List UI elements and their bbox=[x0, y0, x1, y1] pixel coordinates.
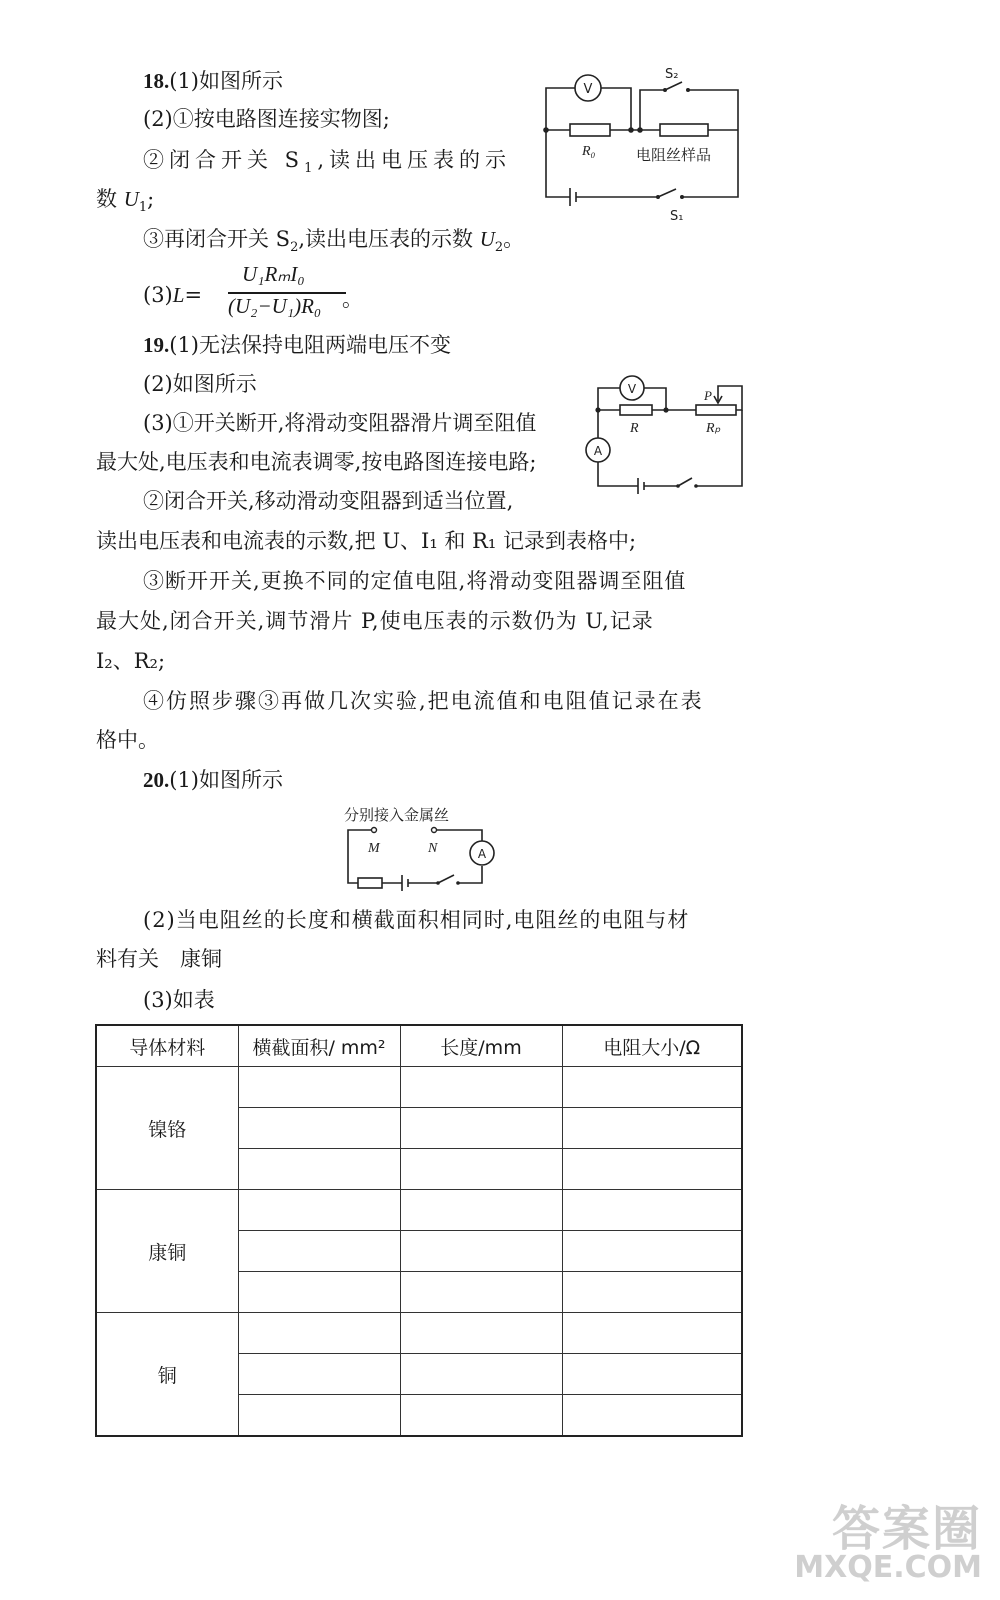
q19-line3: (3)①开关断开,将滑动变阻器滑片调至阻值 bbox=[143, 411, 537, 435]
table-cell bbox=[238, 1231, 400, 1272]
q18-line6: (3)L= bbox=[143, 283, 203, 307]
table-cell bbox=[562, 1354, 742, 1395]
q19-number: 19. bbox=[143, 333, 170, 357]
q18-text: ③再闭合开关 S bbox=[143, 227, 291, 251]
table-cell bbox=[400, 1354, 562, 1395]
table-row bbox=[96, 1067, 742, 1108]
table-cell bbox=[400, 1395, 562, 1437]
table-cell bbox=[562, 1395, 742, 1437]
q18-formula bbox=[228, 262, 358, 322]
table-row bbox=[96, 1190, 742, 1231]
header-area: 横截面积/ mm² bbox=[238, 1025, 400, 1067]
results-table bbox=[95, 1024, 743, 1437]
table-cell bbox=[238, 1272, 400, 1313]
material-cell: 镍铬 bbox=[96, 1067, 238, 1190]
q19-line1 bbox=[143, 330, 451, 360]
table-cell bbox=[238, 1190, 400, 1231]
q20-line1 bbox=[143, 765, 283, 795]
q19-line9: I₂、R₂; bbox=[96, 649, 166, 673]
rp-label: Rₚ bbox=[706, 421, 721, 436]
q18-line5: ③再闭合开关 $S_2$,读出电压表的示数 $U_2$。 bbox=[143, 227, 525, 256]
r0-label: R₀ bbox=[582, 144, 596, 159]
q18-period: 。 bbox=[342, 287, 363, 311]
watermark-logo: 答案圈 bbox=[831, 1501, 982, 1557]
voltmeter-label: V bbox=[583, 82, 593, 97]
q20-number: 20. bbox=[143, 768, 170, 792]
header-material: 导体材料 bbox=[96, 1025, 238, 1067]
q19-line6: 读出电压表和电流表的示数,把 U、I₁ 和 R₁ 记录到表格中; bbox=[96, 529, 637, 553]
table-cell bbox=[562, 1272, 742, 1313]
ammeter-label: A bbox=[593, 444, 603, 458]
q18-text: ; bbox=[147, 187, 155, 211]
q19-line7: ③断开开关,更换不同的定值电阻,将滑动变阻器调至阻值 bbox=[143, 569, 687, 593]
q18-text: 数 bbox=[96, 187, 124, 211]
formula-denominator: (U₂−U₁)R₀ bbox=[228, 294, 322, 318]
sample-label: 电阻丝样品 bbox=[636, 146, 712, 164]
table-cell bbox=[562, 1108, 742, 1149]
q18-text: ,读出电压表的示数 bbox=[298, 227, 480, 251]
material-cell: 铜 bbox=[96, 1313, 238, 1437]
table-cell bbox=[562, 1231, 742, 1272]
table-cell bbox=[400, 1313, 562, 1354]
s1-label: S₁ bbox=[670, 209, 684, 224]
table-cell bbox=[238, 1067, 400, 1108]
table-cell bbox=[238, 1149, 400, 1190]
q20-line3: 料有关 康铜 bbox=[96, 947, 222, 971]
q18-number: 18. bbox=[143, 69, 170, 93]
q18-part1: (1)如图所示 bbox=[169, 69, 283, 93]
header-resistance: 电阻大小/Ω bbox=[562, 1025, 742, 1067]
table-cell bbox=[400, 1231, 562, 1272]
table-cell bbox=[238, 1313, 400, 1354]
watermark-url: MXQE.COM bbox=[794, 1550, 982, 1585]
s2-label: S₂ bbox=[665, 67, 679, 82]
slider-p-label: P bbox=[704, 388, 712, 403]
table-cell bbox=[400, 1272, 562, 1313]
formula-numerator: U₁RₘI₀ bbox=[242, 262, 305, 286]
material-cell: 康铜 bbox=[96, 1190, 238, 1313]
table-cell bbox=[562, 1313, 742, 1354]
voltmeter-label: V bbox=[627, 382, 637, 396]
table-cell bbox=[400, 1190, 562, 1231]
q19-line11: 格中。 bbox=[96, 728, 159, 752]
table-row bbox=[96, 1313, 742, 1354]
q18-text: ②闭合开关 S bbox=[143, 148, 305, 172]
q18-circuit-diagram bbox=[520, 60, 750, 225]
q19-line5: ②闭合开关,移动滑动变阻器到适当位置, bbox=[143, 489, 514, 513]
table-cell bbox=[238, 1354, 400, 1395]
q19-line10: ④仿照步骤③再做几次实验,把电流值和电阻值记录在表 bbox=[143, 689, 704, 713]
table-cell bbox=[562, 1190, 742, 1231]
r-label: R bbox=[630, 421, 639, 436]
table-cell bbox=[400, 1149, 562, 1190]
caption-label: 分别接入金属丝 bbox=[344, 806, 450, 824]
header-length: 长度/mm bbox=[400, 1025, 562, 1067]
q20-part1: (1)如图所示 bbox=[169, 768, 283, 792]
q19-line2: (2)如图所示 bbox=[143, 372, 257, 396]
q18-text: 。 bbox=[503, 227, 525, 251]
ammeter-label: A bbox=[477, 847, 487, 861]
m-label: M bbox=[368, 841, 380, 856]
q19-line8: 最大处,闭合开关,调节滑片 P,使电压表的示数仍为 U,记录 bbox=[96, 609, 654, 633]
q20-line2: (2)当电阻丝的长度和横截面积相同时,电阻丝的电阻与材 bbox=[143, 908, 690, 932]
q18-text: (3) bbox=[143, 283, 173, 307]
table-cell bbox=[400, 1108, 562, 1149]
q18-text: ,读出电压表的示 bbox=[317, 148, 512, 172]
table-cell bbox=[238, 1108, 400, 1149]
table-cell bbox=[562, 1149, 742, 1190]
q18-line1 bbox=[143, 66, 283, 96]
q20-line4: (3)如表 bbox=[143, 988, 215, 1012]
q20-circuit-diagram bbox=[336, 800, 506, 895]
q18-line4: 数 $U_1$; bbox=[96, 187, 155, 216]
table-cell bbox=[400, 1067, 562, 1108]
q19-circuit-diagram bbox=[580, 368, 750, 498]
q18-line2: (2)①按电路图连接实物图; bbox=[143, 107, 390, 131]
table-header-row bbox=[96, 1025, 742, 1067]
q19-line4: 最大处,电压表和电流表调零,按电路图连接电路; bbox=[96, 450, 537, 474]
q18-line3: ②闭合开关 $S_1$,读出电压表的示 bbox=[143, 148, 512, 177]
q19-part1: (1)无法保持电阻两端电压不变 bbox=[169, 333, 451, 357]
table-cell bbox=[562, 1067, 742, 1108]
n-label: N bbox=[428, 841, 438, 856]
table-cell bbox=[238, 1395, 400, 1437]
